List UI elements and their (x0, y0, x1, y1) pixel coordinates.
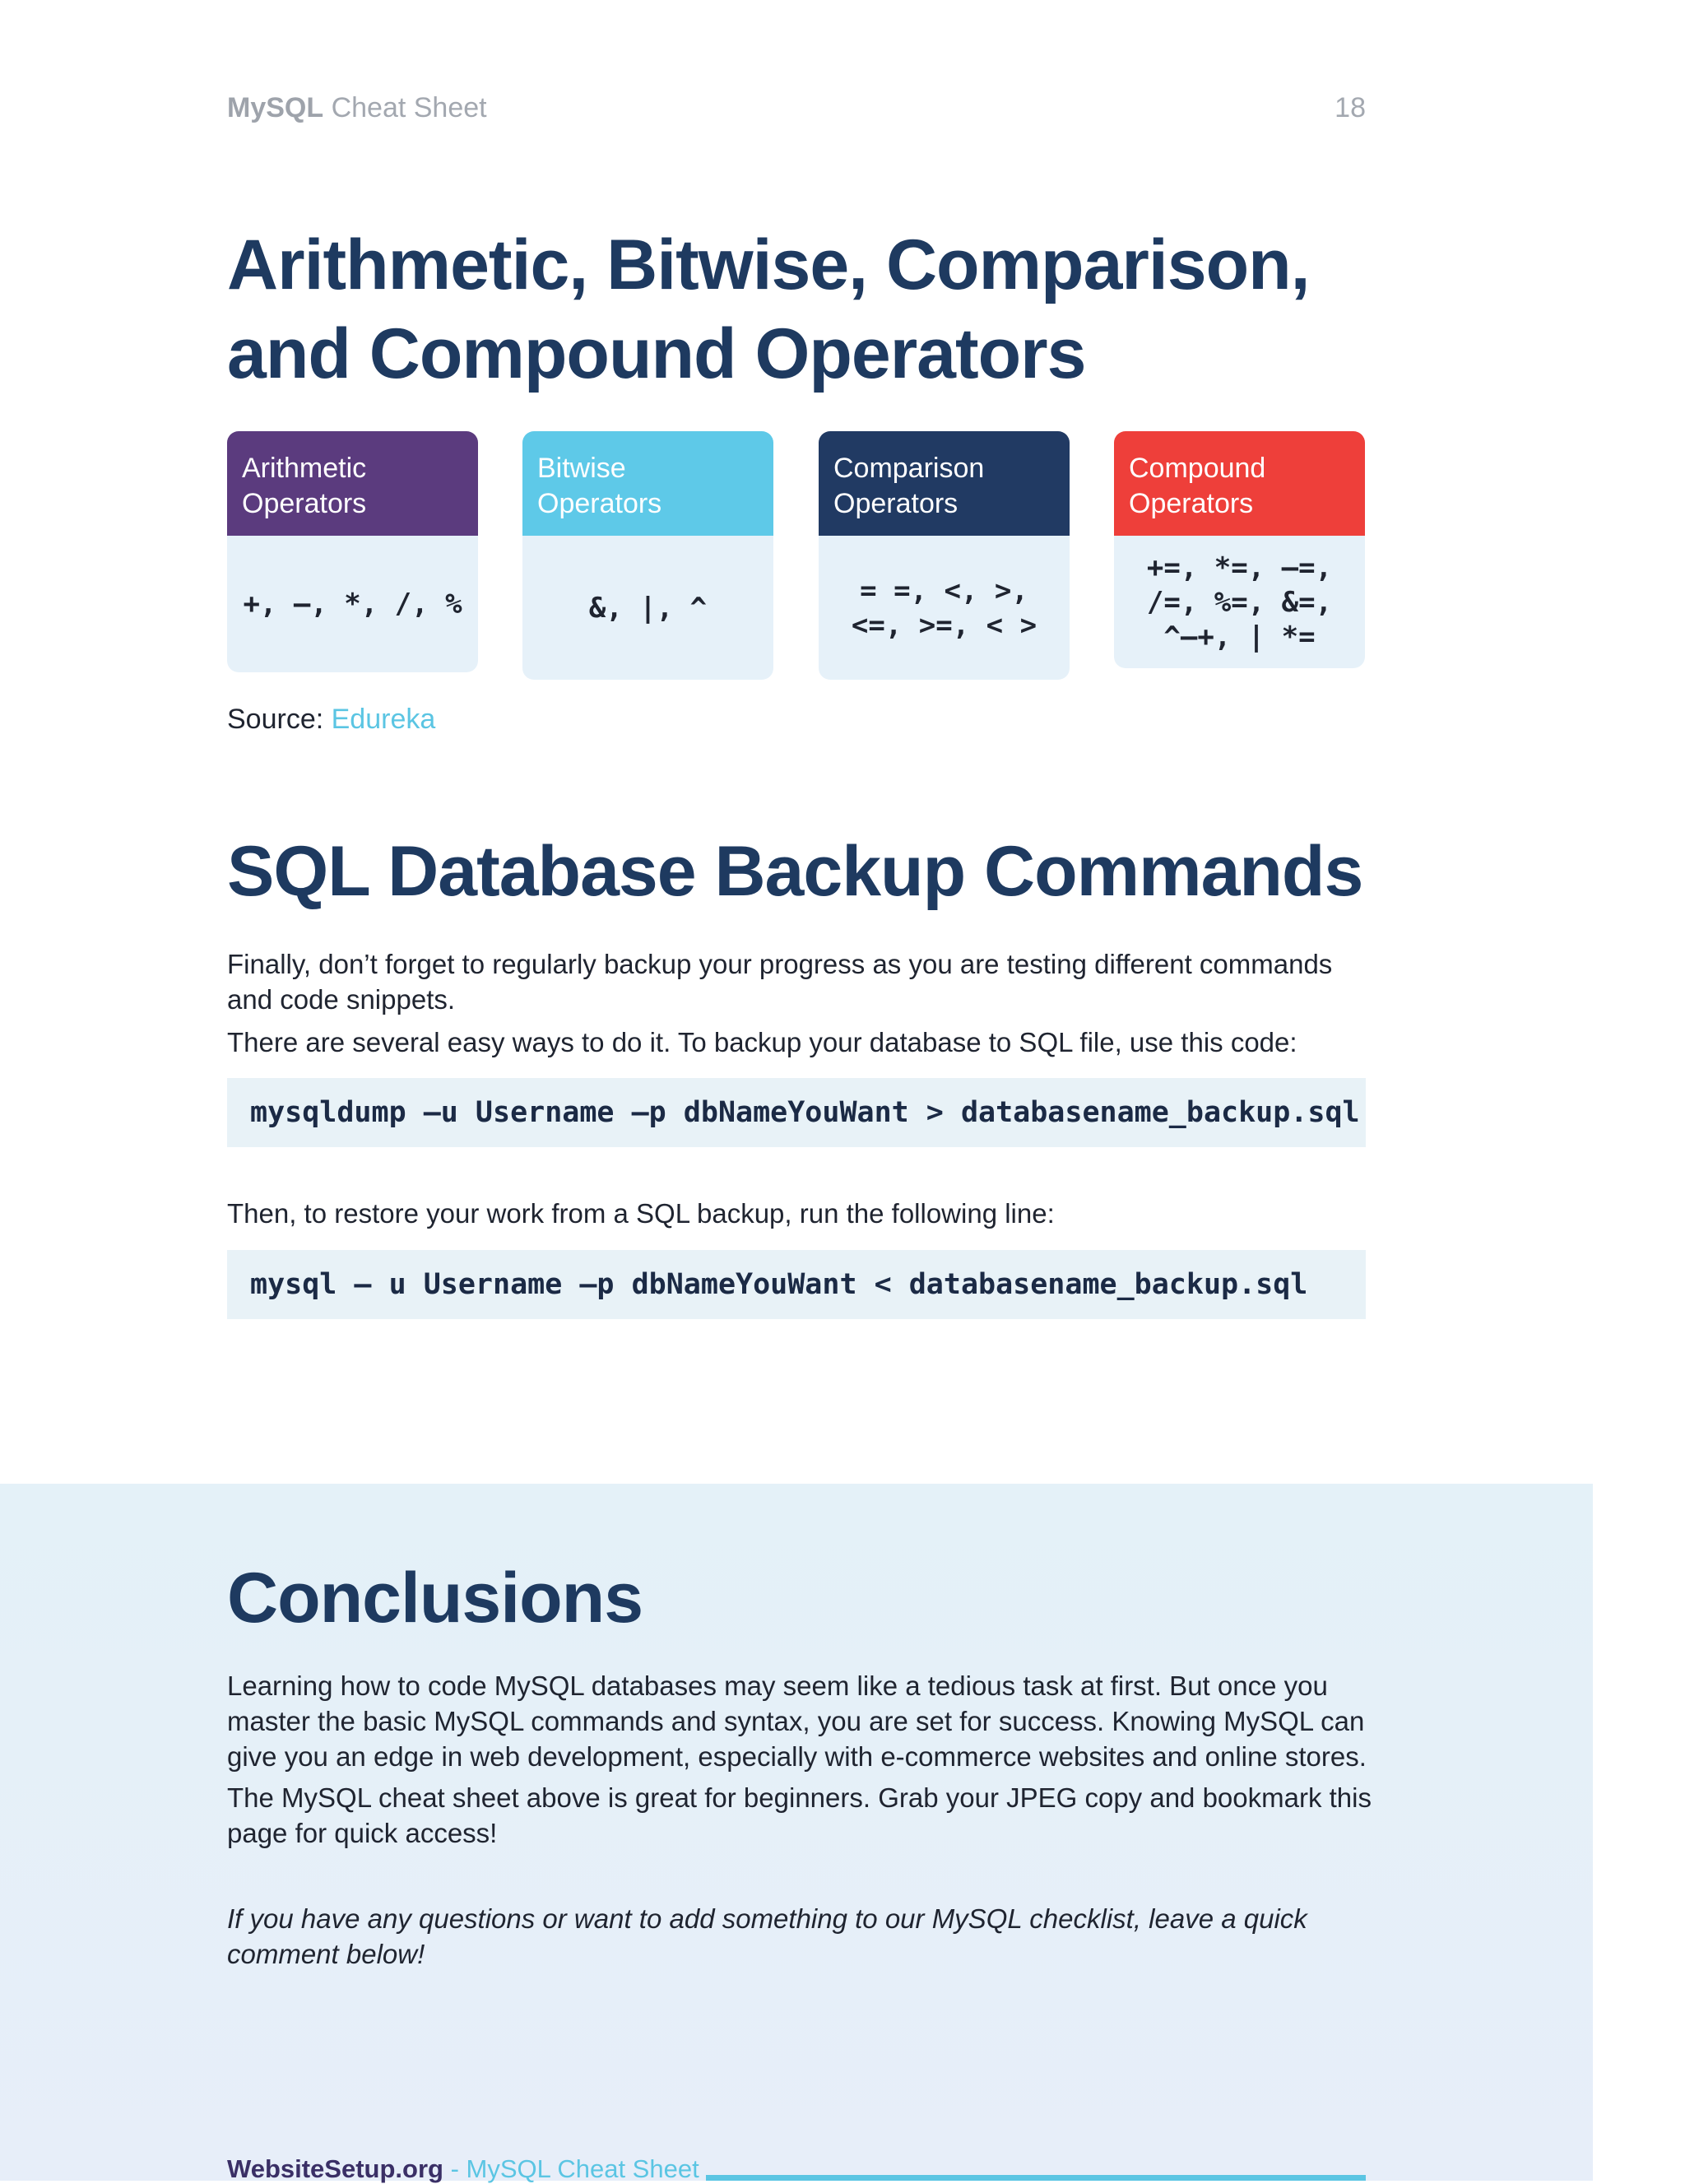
card-title-compound: Compound Operators (1114, 431, 1365, 536)
brand-bold: MySQL (227, 92, 324, 123)
source-label: Source: (227, 704, 332, 735)
footer-separator: - (443, 2154, 467, 2183)
source-link-edureka[interactable]: Edureka (331, 704, 436, 735)
operator-card-comparison (819, 431, 1070, 680)
source-line (227, 704, 435, 736)
operators-heading: Arithmetic, Bitwise, Comparison, and Compound Operators (227, 225, 1310, 393)
operator-card-arithmetic (227, 431, 478, 672)
operator-card-compound (1114, 431, 1365, 668)
card-body-bitwise: &, |, ^ (522, 536, 773, 680)
conclusions-heading: Conclusions (227, 1559, 643, 1638)
card-title-bitwise: Bitwise Operators (522, 431, 773, 536)
page-number: 18 (1335, 92, 1366, 123)
card-title-arithmetic: Arithmetic Operators (227, 431, 478, 536)
document-brand (227, 92, 487, 124)
card-body-compound: +=, *=, –=, /=, %=, &=, ^–+, | *= (1114, 536, 1365, 668)
footer-subtitle: MySQL Cheat Sheet (466, 2154, 699, 2183)
footer-brand-name: WebsiteSetup.org (227, 2154, 443, 2183)
operator-card-bitwise (522, 431, 773, 680)
brand-rest: Cheat Sheet (323, 92, 487, 123)
backup-heading: SQL Database Backup Commands (227, 832, 1363, 911)
card-body-arithmetic: +, –, *, /, % (227, 536, 478, 672)
backup-instruction-paragraph: There are several easy ways to do it. To backup your database to SQL file, use this code: (227, 1027, 1297, 1057)
card-body-comparison: = =, <, >, <=, >=, < > (819, 536, 1070, 680)
backup-intro-paragraph: Finally, don’t forget to regularly backup your progress as you are testing different commands and code snippets. (227, 949, 1333, 1015)
conclusions-callout: If you have any questions or want to add something to our MySQL checklist, leave a quick comment below! (227, 1903, 1307, 1969)
footer-brand (227, 2154, 699, 2184)
backup-code-block: mysqldump –u Username –p dbNameYouWant > databasename_backup.sql (227, 1078, 1366, 1147)
conclusions-paragraph-2: The MySQL cheat sheet above is great for beginners. Grab your JPEG copy and bookmark this page for quick access! (227, 1782, 1372, 1848)
card-title-comparison: Comparison Operators (819, 431, 1070, 536)
footer-accent-bar (706, 2175, 1366, 2181)
restore-code-block: mysql – u Username –p dbNameYouWant < databasename_backup.sql (227, 1250, 1366, 1319)
conclusions-paragraph-1: Learning how to code MySQL databases may seem like a tedious task at first. But once you master the basic MySQL commands and syntax, you are set for success. Knowing MySQL can give you an edge in web development, especially with e-commerce websites and online stores. (227, 1671, 1367, 1772)
restore-instruction-paragraph: Then, to restore your work from a SQL backup, run the following line: (227, 1198, 1055, 1229)
